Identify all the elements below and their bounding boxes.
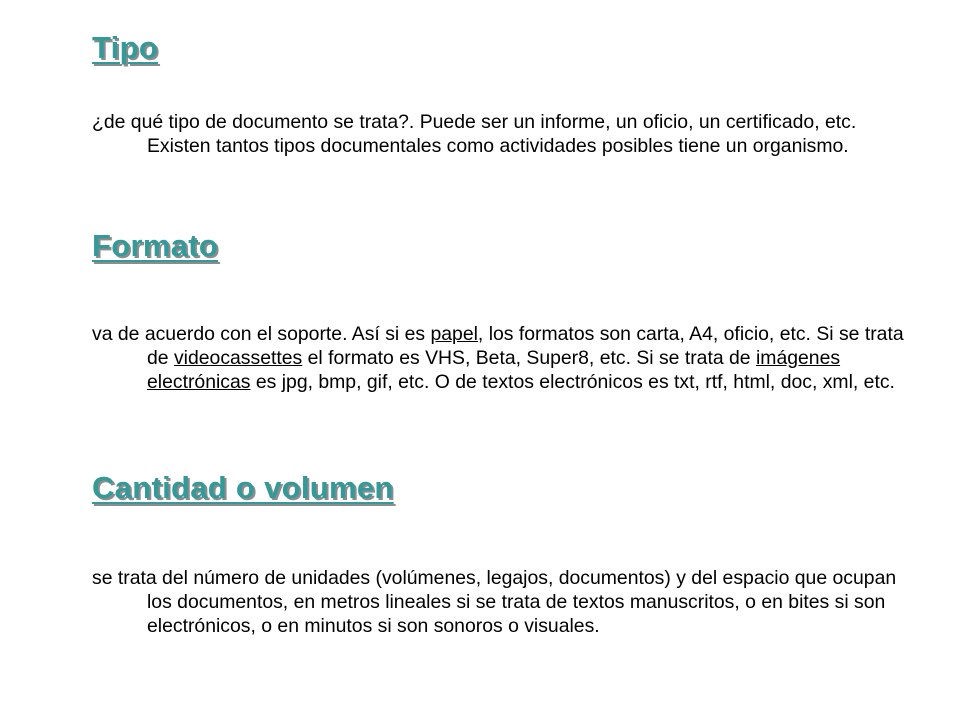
heading-tipo[interactable]: Tipo [92, 30, 159, 65]
paragraph-cantidad [92, 566, 912, 638]
paragraph-formato-text-1: va de acuerdo con el soporte. Así si es [92, 323, 431, 345]
paragraph-tipo-text: ¿de qué tipo de documento se trata?. Puede ser un informe, un oficio, un certificado, etc. Existen tantos tipos documentales como actividades posibles tiene un organismo. [92, 111, 857, 157]
heading-formato[interactable]: Formato [92, 228, 219, 263]
paragraph-formato-text-3: el formato es VHS, Beta, Super8, etc. Si se trata de [302, 347, 756, 369]
paragraph-formato-text-4: es jpg, bmp, gif, etc. O de textos electrónicos es txt, rtf, html, doc, xml, etc. [250, 371, 895, 393]
paragraph-formato-text-2: , los formatos son carta, A4, oficio, etc. Si se trata de [147, 323, 904, 369]
paragraph-formato [92, 322, 912, 394]
link-papel[interactable]: papel [430, 323, 478, 345]
link-videocassettes[interactable]: videocassettes [173, 347, 303, 369]
paragraph-cantidad-text: se trata del número de unidades (volúmenes, legajos, documentos) y del espacio que ocupan los documentos, en metros lineales si se trata de textos manuscritos, o en bites si son electrónicos, o en minutos si son sonoros o visuales. [92, 567, 897, 637]
paragraph-tipo [92, 110, 912, 158]
link-imagenes-electronicas[interactable]: imágenes electrónicas [147, 347, 841, 393]
heading-cantidad-o-volumen[interactable]: Cantidad o volumen [92, 470, 394, 505]
